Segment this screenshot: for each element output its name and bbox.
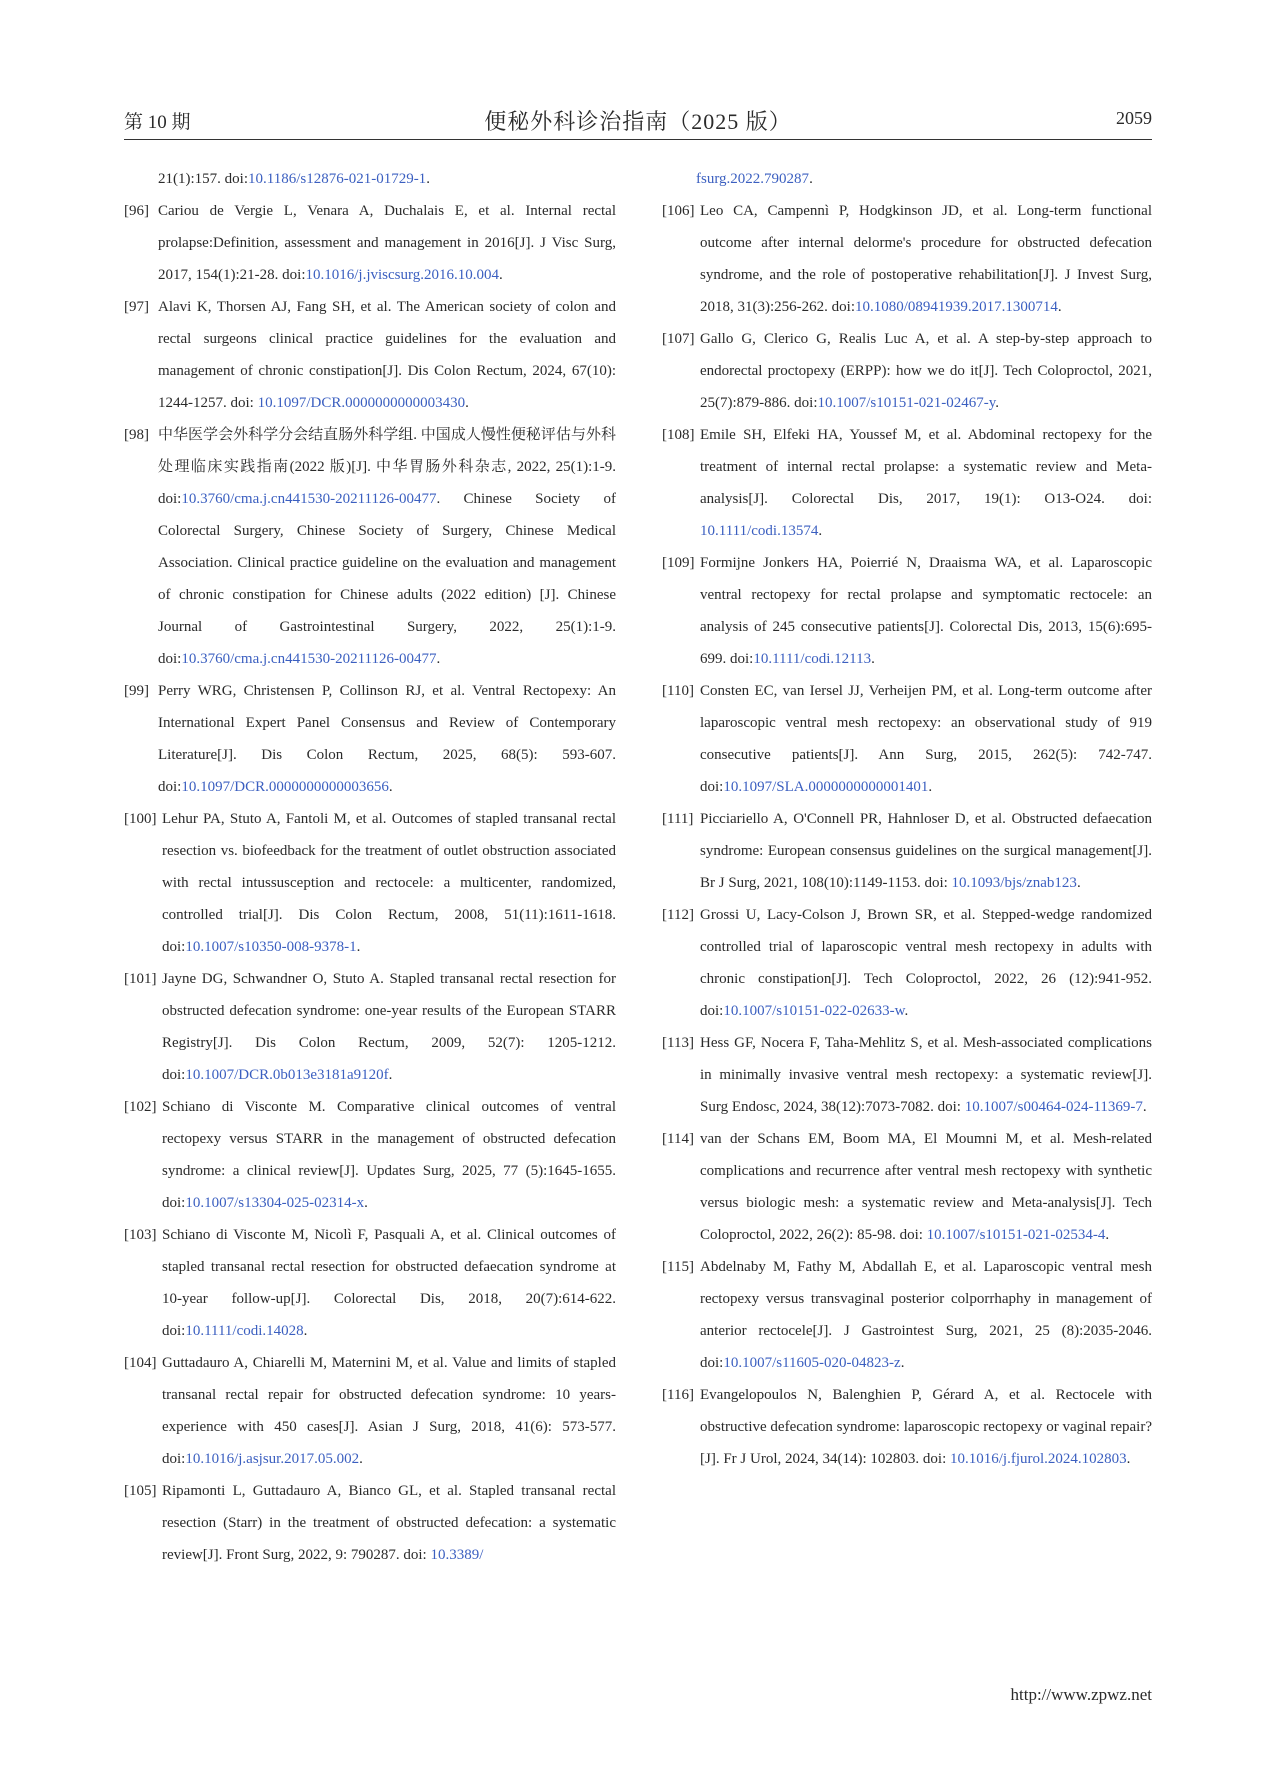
reference-number: [96] — [124, 203, 149, 219]
reference-text: . — [1142, 1099, 1147, 1115]
doi-link[interactable]: 10.3760/cma.j.cn441530-20211126-00477 — [181, 651, 437, 667]
reference-column-right — [662, 163, 1152, 1475]
doi-link[interactable]: 10.1007/s13304-025-02314-x — [185, 1195, 365, 1211]
page-number: 2059 — [1116, 108, 1152, 128]
reference-number: [113] — [662, 1035, 694, 1051]
doi-link[interactable]: 10.1111/codi.12113 — [753, 651, 872, 667]
reference-number: [110] — [662, 683, 694, 699]
reference-number: [105] — [124, 1483, 157, 1499]
reference-number: [114] — [662, 1131, 694, 1147]
reference-entry — [124, 291, 616, 419]
reference-text: Grossi U, Lacy-Colson J, Brown SR, et al. Stepped-wedge randomized controlled trial of laparoscopic ventral mesh rectopexy in adults with chronic constipation[J]. Tech Coloproctol, 2022, 26 (12):941-952. doi: — [700, 907, 1152, 1019]
reference-entry — [124, 1091, 616, 1219]
reference-column-left — [124, 163, 616, 1571]
reference-text: 中华医学会外科学分会结直肠外科学组. 中国成人慢性便秘评估与外科处理临床实践指南(2022 版)[J]. 中华胃肠外科杂志, 2022, 25(1):1-9. doi: — [158, 427, 616, 507]
reference-text: Schiano di Visconte M, Nicolì F, Pasquali A, et al. Clinical outcomes of stapled transanal rectal resection for obstructed defaecation syndrome at 10-year follow-up[J]. Colorectal Dis, 2018, 20(7):614-622. doi: — [162, 1227, 616, 1339]
reference-entry — [124, 1219, 616, 1347]
reference-text: Jayne DG, Schwandner O, Stuto A. Stapled transanal rectal resection for obstructed defecation syndrome: one-year results of the European STARR Registry[J]. Dis Colon Rectum, 2009, 52(7): 1205-1212. doi: — [162, 971, 616, 1083]
doi-link[interactable]: 10.1097/DCR.0000000000003656 — [181, 779, 389, 795]
reference-entry — [662, 1251, 1152, 1379]
reference-number: [112] — [662, 907, 694, 923]
doi-link[interactable]: 10.1111/codi.13574 — [700, 523, 819, 539]
reference-entry — [124, 195, 616, 291]
reference-text: Picciariello A, O'Connell PR, Hahnloser D, et al. Obstructed defaecation syndrome: European consensus guidelines on the surgical management[J]. Br J Surg, 2021, 108(10):1149-1153. doi: — [700, 811, 1152, 891]
reference-entry — [662, 419, 1152, 547]
reference-text: . — [388, 1067, 393, 1083]
doi-link[interactable]: 10.3389/ — [430, 1547, 484, 1563]
issue-label: 第 10 期 — [124, 112, 191, 133]
doi-link[interactable]: 10.3760/cma.j.cn441530-20211126-00477 — [181, 491, 437, 507]
reference-text: Lehur PA, Stuto A, Fantoli M, et al. Outcomes of stapled transanal rectal resection vs. biofeedback for the treatment of outlet obstruction associated with rectal intussusception and rectocele: a multicenter, randomized, controlled trial[J]. Dis Colon Rectum, 2008, 51(11):1611-1618. doi: — [162, 811, 616, 955]
reference-entry — [124, 1475, 616, 1571]
reference-entry — [662, 323, 1152, 419]
reference-text: . — [1076, 875, 1081, 891]
reference-text: Evangelopoulos N, Balenghien P, Gérard A, et al. Rectocele with obstructive defecation syndrome: laparoscopic rectopexy or vaginal repair? [J]. Fr J Urol, 2024, 34(14): 102803. doi: — [700, 1387, 1152, 1467]
doi-link[interactable]: 10.1007/s11605-020-04823-z — [723, 1355, 901, 1371]
reference-number: [97] — [124, 299, 149, 315]
reference-entry — [662, 675, 1152, 803]
doi-link[interactable]: fsurg.2022.790287 — [696, 171, 810, 187]
reference-entry — [124, 1347, 616, 1475]
reference-text: Perry WRG, Christensen P, Collinson RJ, et al. Ventral Rectopexy: An International Expert Panel Consensus and Review of Contemporary Literature[J]. Dis Colon Rectum, 2025, 68(5): 593-607. doi: — [158, 683, 616, 795]
footer-url[interactable]: http://www.zpwz.net — [1010, 1685, 1152, 1704]
reference-entry — [124, 675, 616, 803]
reference-text: . — [426, 171, 430, 187]
reference-text: . Chinese Society of Colorectal Surgery, Chinese Society of Surgery, Chinese Medical Association. Clinical practice guideline on the evaluation and management of chronic constipation for Chinese adults (2022 edition) [J]. Chinese Journal of Gastrointestinal Surgery, 2022, 25(1):1-9. doi: — [158, 491, 616, 667]
reference-number: [99] — [124, 683, 149, 699]
doi-link[interactable]: 10.1111/codi.14028 — [185, 1323, 304, 1339]
reference-number: [100] — [124, 811, 157, 827]
reference-text: Hess GF, Nocera F, Taha-Mehlitz S, et al. Mesh-associated complications in minimally invasive ventral mesh rectopexy: a systematic review[J]. Surg Endosc, 2024, 38(12):7073-7082. doi: — [700, 1035, 1152, 1115]
doi-link[interactable]: 10.1007/s10151-021-02467-y — [817, 395, 996, 411]
reference-text: van der Schans EM, Boom MA, El Moumni M, et al. Mesh-related complications and recurrence after ventral mesh rectopexy with synthetic versus biologic mesh: a systematic review and Meta-analysis[J]. Tech Coloproctol, 2022, 26(2): 85-98. doi: — [700, 1131, 1152, 1243]
doi-link[interactable]: 10.1007/s10151-021-02534-4 — [926, 1227, 1106, 1243]
reference-text: . — [359, 1451, 363, 1467]
reference-text: . — [871, 651, 875, 667]
doi-link[interactable]: 10.1007/s00464-024-11369-7 — [964, 1099, 1143, 1115]
reference-entry — [662, 547, 1152, 675]
reference-text: . — [904, 1003, 909, 1019]
reference-entry — [662, 195, 1152, 323]
reference-text: Leo CA, Campennì P, Hodgkinson JD, et al. Long-term functional outcome after internal delorme's procedure for obstructed defecation syndrome, and the role of postoperative rehabilitation[J]. J Invest Surg, 2018, 31(3):256-262. doi: — [700, 203, 1152, 315]
reference-text: . — [436, 651, 441, 667]
reference-entry — [124, 963, 616, 1091]
reference-number: [102] — [124, 1099, 157, 1115]
reference-number: [108] — [662, 427, 695, 443]
reference-text: . — [1057, 299, 1062, 315]
doi-link[interactable]: 10.1093/bjs/znab123 — [951, 875, 1077, 891]
reference-text: . — [1126, 1451, 1131, 1467]
reference-text: Formijne Jonkers HA, Poierrié N, Draaisma WA, et al. Laparoscopic ventral rectopexy for rectal prolapse and symptomatic rectocele: an analysis of 245 consecutive patients[J]. Colorectal Dis, 2013, 15(6):695-699. doi: — [700, 555, 1152, 667]
running-header — [124, 105, 1152, 140]
reference-entry — [662, 1123, 1152, 1251]
reference-number: [116] — [662, 1387, 694, 1403]
reference-number: [103] — [124, 1227, 157, 1243]
reference-text: Guttadauro A, Chiarelli M, Maternini M, et al. Value and limits of stapled transanal rectal repair for obstructed defecation syndrome: 10 years-experience with 450 cases[J]. Asian J Surg, 2018, 41(6): 573-577. doi: — [162, 1355, 616, 1467]
reference-text: Emile SH, Elfeki HA, Youssef M, et al. Abdominal rectopexy for the treatment of internal rectal prolapse: a systematic review and Meta-analysis[J]. Colorectal Dis, 2017, 19(1): O13-O24. doi: — [700, 427, 1152, 507]
doi-link[interactable]: 10.1016/j.fjurol.2024.102803 — [950, 1451, 1127, 1467]
reference-entry — [124, 419, 616, 675]
reference-text: . — [1105, 1227, 1110, 1243]
reference-text: Gallo G, Clerico G, Realis Luc A, et al. A step-by-step approach to endorectal proctopexy (ERPP): how we do it[J]. Tech Coloproctol, 2021, 25(7):879-886. doi: — [700, 331, 1152, 411]
reference-text: . — [928, 779, 933, 795]
reference-entry — [662, 1379, 1152, 1475]
doi-link[interactable]: 10.1007/s10350-008-9378-1 — [185, 939, 357, 955]
reference-entry — [662, 163, 1152, 195]
reference-text: . — [995, 395, 1000, 411]
doi-link[interactable]: 10.1007/s10151-022-02633-w — [723, 1003, 905, 1019]
reference-text: Alavi K, Thorsen AJ, Fang SH, et al. The American society of colon and rectal surgeons clinical practice guidelines for the evaluation and management of chronic constipation[J]. Dis Colon Rectum, 2024, 67(10): 1244-1257. doi: — [158, 299, 616, 411]
reference-number: [104] — [124, 1355, 157, 1371]
reference-text: . — [364, 1195, 368, 1211]
reference-text: . — [388, 779, 393, 795]
reference-entry — [124, 163, 616, 195]
reference-text: 21(1):157. doi: — [158, 171, 248, 187]
reference-number: [111] — [662, 811, 694, 827]
reference-text: . — [465, 395, 469, 411]
reference-text: Cariou de Vergie L, Venara A, Duchalais E, et al. Internal rectal prolapse:Definition, assessment and management in 2016[J]. J Visc Surg, 2017, 154(1):21-28. doi: — [158, 203, 616, 283]
reference-entry — [662, 803, 1152, 899]
reference-entry — [662, 899, 1152, 1027]
reference-entry — [124, 803, 616, 963]
reference-entry — [662, 1027, 1152, 1123]
reference-text: . — [818, 523, 823, 539]
journal-title: 便秘外科诊治指南（2025 版） — [484, 109, 792, 134]
reference-text: Abdelnaby M, Fathy M, Abdallah E, et al. Laparoscopic ventral mesh rectopexy versus transvaginal posterior colporrhaphy in management of anterior rectocele[J]. J Gastrointest Surg, 2021, 25 (8):2035-2046. doi: — [700, 1259, 1152, 1371]
reference-number: [106] — [662, 203, 695, 219]
doi-link[interactable]: 10.1186/s12876-021-01729-1 — [248, 171, 427, 187]
doi-link[interactable]: 10.1016/j.asjsur.2017.05.002 — [185, 1451, 360, 1467]
reference-number: [109] — [662, 555, 695, 571]
reference-text: . — [303, 1323, 308, 1339]
reference-number: [115] — [662, 1259, 694, 1275]
reference-number: [101] — [124, 971, 157, 987]
reference-number: [98] — [124, 427, 149, 443]
reference-number: [107] — [662, 331, 695, 347]
reference-text: . — [900, 1355, 905, 1371]
reference-text: . — [809, 171, 813, 187]
doi-link[interactable]: 10.1007/DCR.0b013e3181a9120f — [185, 1067, 389, 1083]
doi-link[interactable]: 10.1097/DCR.0000000000003430 — [257, 395, 466, 411]
reference-text: Schiano di Visconte M. Comparative clinical outcomes of ventral rectopexy versus STARR in the management of obstructed defecation syndrome: a clinical review[J]. Updates Surg, 2025, 77 (5):1645-1655. doi: — [162, 1099, 616, 1211]
reference-text: . — [498, 267, 503, 283]
doi-link[interactable]: 10.1097/SLA.0000000000001401 — [723, 779, 929, 795]
reference-text: Consten EC, van Iersel JJ, Verheijen PM, et al. Long-term outcome after laparoscopic ventral mesh rectopexy: an observational study of 919 consecutive patients[J]. Ann Surg, 2015, 262(5): 742-747. doi: — [700, 683, 1152, 795]
doi-link[interactable]: 10.1016/j.jviscsurg.2016.10.004 — [305, 267, 499, 283]
doi-link[interactable]: 10.1080/08941939.2017.1300714 — [855, 299, 1058, 315]
reference-text: . — [356, 939, 361, 955]
reference-text: Ripamonti L, Guttadauro A, Bianco GL, et al. Stapled transanal rectal resection (Starr) in the treatment of obstructed defecation: a systematic review[J]. Front Surg, 2022, 9: 790287. doi: — [162, 1483, 616, 1563]
